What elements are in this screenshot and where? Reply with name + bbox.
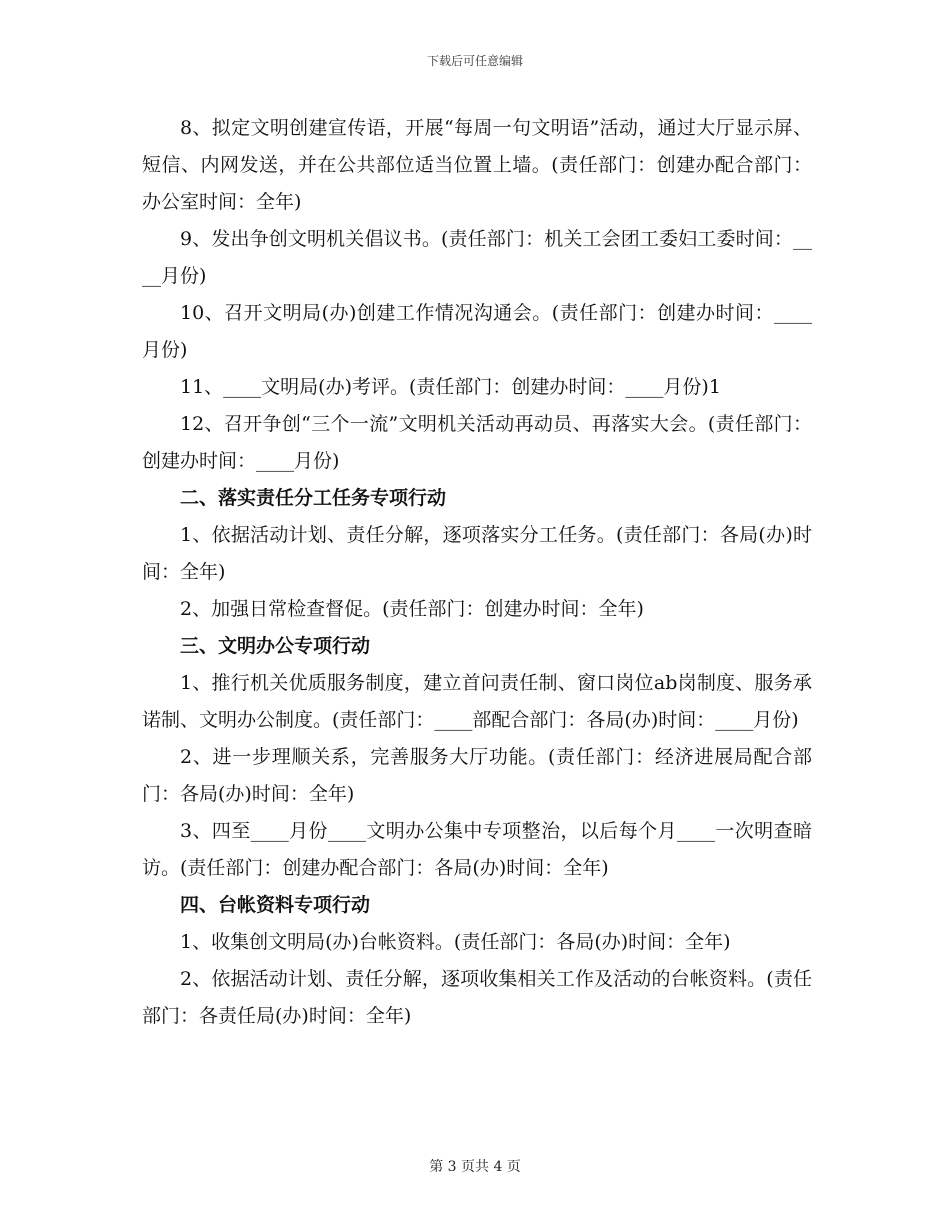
- paragraph: 2、加强日常检查督促。(责任部门：创建办时间：全年): [180, 598, 644, 620]
- paragraph: 12、召开争创“三个一流”文明机关活动再动员、再落实大会。(责任部门：创建办时间：____月份): [142, 413, 812, 472]
- paragraph: 1、依据活动计划、责任分解，逐项落实分工任务。(责任部门：各局(办)时间：全年): [142, 524, 812, 583]
- page-footer: 第 3 页共 4 页: [429, 1159, 521, 1175]
- section-heading: 四、台帐资料专项行动: [180, 894, 371, 916]
- paragraph: 2、进一步理顺关系，完善服务大厅功能。(责任部门：经济进展局配合部门：各局(办)时间：全年): [142, 746, 812, 805]
- paragraph: 10、召开文明局(办)创建工作情况沟通会。(责任部门：创建办时间：____月份): [142, 302, 812, 361]
- section-heading: 二、落实责任分工任务专项行动: [180, 487, 447, 509]
- paragraph: 1、收集创文明局(办)台帐资料。(责任部门：各局(办)时间：全年): [180, 931, 731, 953]
- paragraph: 9、发出争创文明机关倡议书。(责任部门：机关工会团工委妇工委时间：____月份): [142, 228, 812, 287]
- section-heading: 三、文明办公专项行动: [180, 635, 371, 657]
- paragraph: 11、____文明局(办)考评。(责任部门：创建办时间：____月份)1: [180, 376, 721, 398]
- paragraph: 2、依据活动计划、责任分解，逐项收集相关工作及活动的台帐资料。(责任部门：各责任局(办)时间：全年): [142, 968, 812, 1027]
- paragraph: 3、四至____月份____文明办公集中专项整治，以后每个月____一次明查暗访。(责任部门：创建办配合部门：各局(办)时间：全年): [142, 820, 812, 879]
- paragraph: 1、推行机关优质服务制度，建立首问责任制、窗口岗位ab岗制度、服务承诺制、文明办公制度。(责任部门：____部配合部门：各局(办)时间：____月份): [142, 672, 812, 731]
- page-header: 下载后可任意编辑: [426, 54, 523, 68]
- paragraph: 8、拟定文明创建宣传语，开展“每周一句文明语”活动，通过大厅显示屏、短信、内网发送，并在公共部位适当位置上墙。(责任部门：创建办配合部门：办公室时间：全年): [142, 117, 812, 213]
- document-body: [142, 110, 812, 1035]
